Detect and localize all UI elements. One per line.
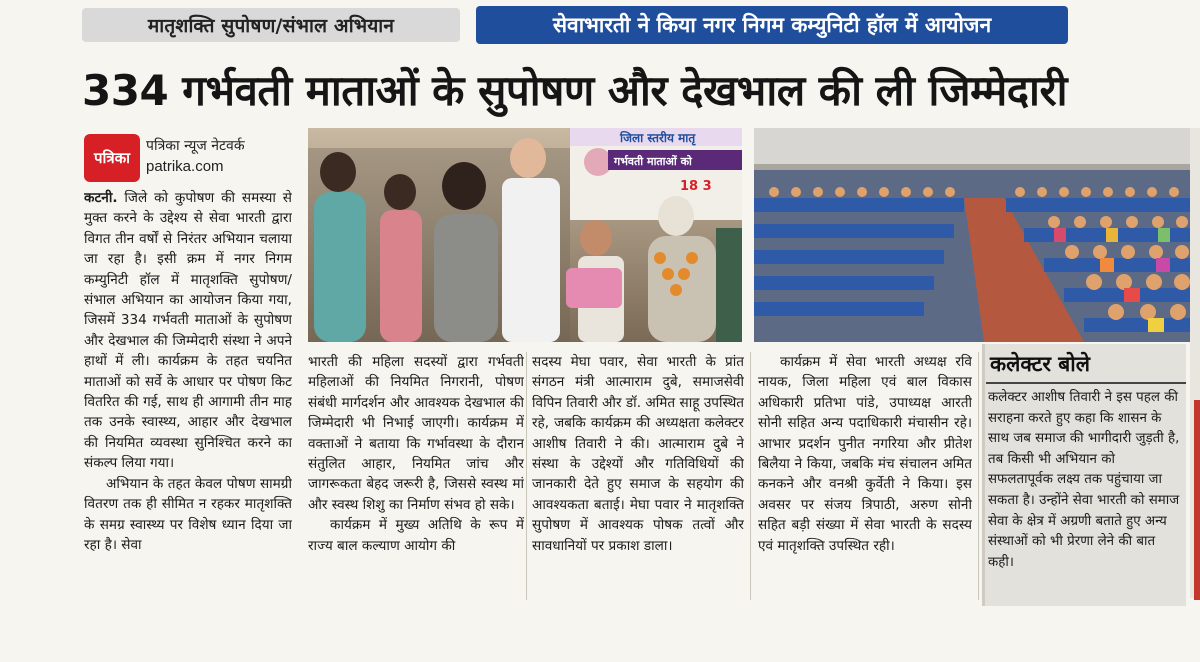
adjacent-article-accent xyxy=(1194,400,1200,600)
subheadline-banner: सेवाभारती ने किया नगर निगम कम्युनिटी हॉल में आयोजन xyxy=(476,6,1068,44)
article-column-1 xyxy=(84,188,292,604)
headline: 334 गर्भवती माताओं के सुपोषण और देखभाल की ली जिम्मेदारी xyxy=(82,66,1067,115)
collector-quote-text: कलेक्टर आशीष तिवारी ने इस पहल की सराहना करते हुए कहा कि शासन के साथ जब समाज की भागीदारी जुड़ती है, तब किसी भी अभियान को सफलतापूर्वक लक्ष्य तक पहुंचाया जा सकता है। उन्होंने सेवा भारती को समाज सेवा के क्षेत्र में अग्रणी बताते हुए अन्य संस्थाओं को भी प्रेरणा लेने की बात कही। xyxy=(988,390,1180,570)
paragraph: भारती की महिला सदस्यों द्वारा गर्भवती महिलाओं की नियमित निगरानी, पोषण संबंधी मार्गदर्शन और आवश्यक देखभाल की जिम्मेदारी भी निभाई जाएगी। कार्यक्रम में वक्ताओं ने बताया कि गर्भावस्था के दौरान संतुलित आहार, नियमित जांच और जागरूकता बेहद जरूरी है, जिससे स्वस्थ मां और स्वस्थ शिशु का निर्माण संभव हो सके। xyxy=(308,354,524,513)
paragraph: कार्यक्रम में मुख्य अतिथि के रूप में राज्य बाल कल्याण आयोग की xyxy=(308,517,524,554)
paragraph: अभियान के तहत केवल पोषण सामग्री वितरण तक ही सीमित न रहकर मातृशक्ति के समग्र स्वास्थ्य पर विशेष ध्यान दिया जा रहा है। सेवा xyxy=(84,475,292,553)
backdrop-text-1: जिला स्तरीय मातृ xyxy=(620,131,696,145)
backdrop-text-2: गर्भवती माताओं को xyxy=(614,155,692,168)
photo-audience-hall xyxy=(754,128,1190,342)
collector-quote-title: कलेक्टर बोले xyxy=(990,352,1090,376)
byline-site: patrika.com xyxy=(146,158,224,175)
section-kicker: मातृशक्ति सुपोषण/संभाल अभियान xyxy=(82,8,460,42)
article-column-4 xyxy=(758,352,972,604)
photo-kit-distribution-illustration xyxy=(308,128,742,342)
column-rule xyxy=(526,352,527,600)
backdrop-text-3: 18 3 xyxy=(680,179,712,194)
paragraph: सदस्य मेघा पवार, सेवा भारती के प्रांत संगठन मंत्री आत्माराम दुबे, समाजसेवी विपिन तिवारी और डॉ. अमित साहू उपस्थित रहे, जबकि कार्यक्रम की अध्यक्षता कलेक्टर आशीष तिवारी ने की। आत्माराम दुबे ने संस्था के उद्देश्यों और गतिविधियों की जानकारी देते हुए समाज के सहयोग की आवश्यकता बताई। मेघा पवार ने मातृशक्ति सुपोषण में आवश्यक पोषक तत्वों और सावधानियों पर प्रकाश डाला। xyxy=(532,354,744,554)
column-rule xyxy=(750,352,751,600)
column-rule xyxy=(978,352,979,600)
article-column-3 xyxy=(532,352,744,604)
paragraph-text: जिले को कुपोषण की समस्या से मुक्त करने के उद्देश्य से सेवा भारती द्वारा विगत तीन वर्षों से निरंतर अभियान चलाया जा रहा है। इसी क्रम में नगर निगम कम्युनिटी हॉल में मातृशक्ति सुपोषण/संभाल अभियान का आयोजन किया गया, जिसमें 334 गर्भवती माताओं के सुपोषण और देखभाल की जिम्मेदारी संस्था ने अपने हाथों में ली। कार्यक्रम के तहत चयनित माताओं को सर्वे के आधार पर पोषण किट वितरित की गई, साथ ही आगामी तीन माह तक उनके स्वास्थ्य, आहार और देखभाल की नियमित व्यवस्था सुनिश्चित करने का संकल्प लिया गया। xyxy=(84,190,292,472)
photo-audience-hall-illustration xyxy=(754,128,1190,342)
collector-title-rule xyxy=(986,382,1186,384)
byline-network: पत्रिका न्यूज नेटवर्क xyxy=(146,138,245,154)
photo-kit-distribution xyxy=(308,128,742,342)
article-column-2 xyxy=(308,352,524,604)
patrika-logo: पत्रिका xyxy=(84,134,140,182)
paragraph: कार्यक्रम में सेवा भारती अध्यक्ष रवि नायक, जिला महिला एवं बाल विकास अधिकारी प्रतिभा पांडे, उपाध्यक्ष आरती सोनी सहित अन्य पदाधिकारी मंचासीन रहे। आभार प्रदर्शन पुनीत नगरिया और प्रीतेश बिलैया ने किया, जबकि मंच संचालन अमित कनकने और वनश्री कुर्वेती ने किया। इस अवसर पर संजय त्रिपाठी, अरुण सोनी सहित बड़ी संख्या में सेवा भारती के सदस्य एवं मातृशक्ति उपस्थित रही। xyxy=(758,354,972,554)
dateline: कटनी. xyxy=(84,190,118,206)
paragraph xyxy=(84,188,292,474)
